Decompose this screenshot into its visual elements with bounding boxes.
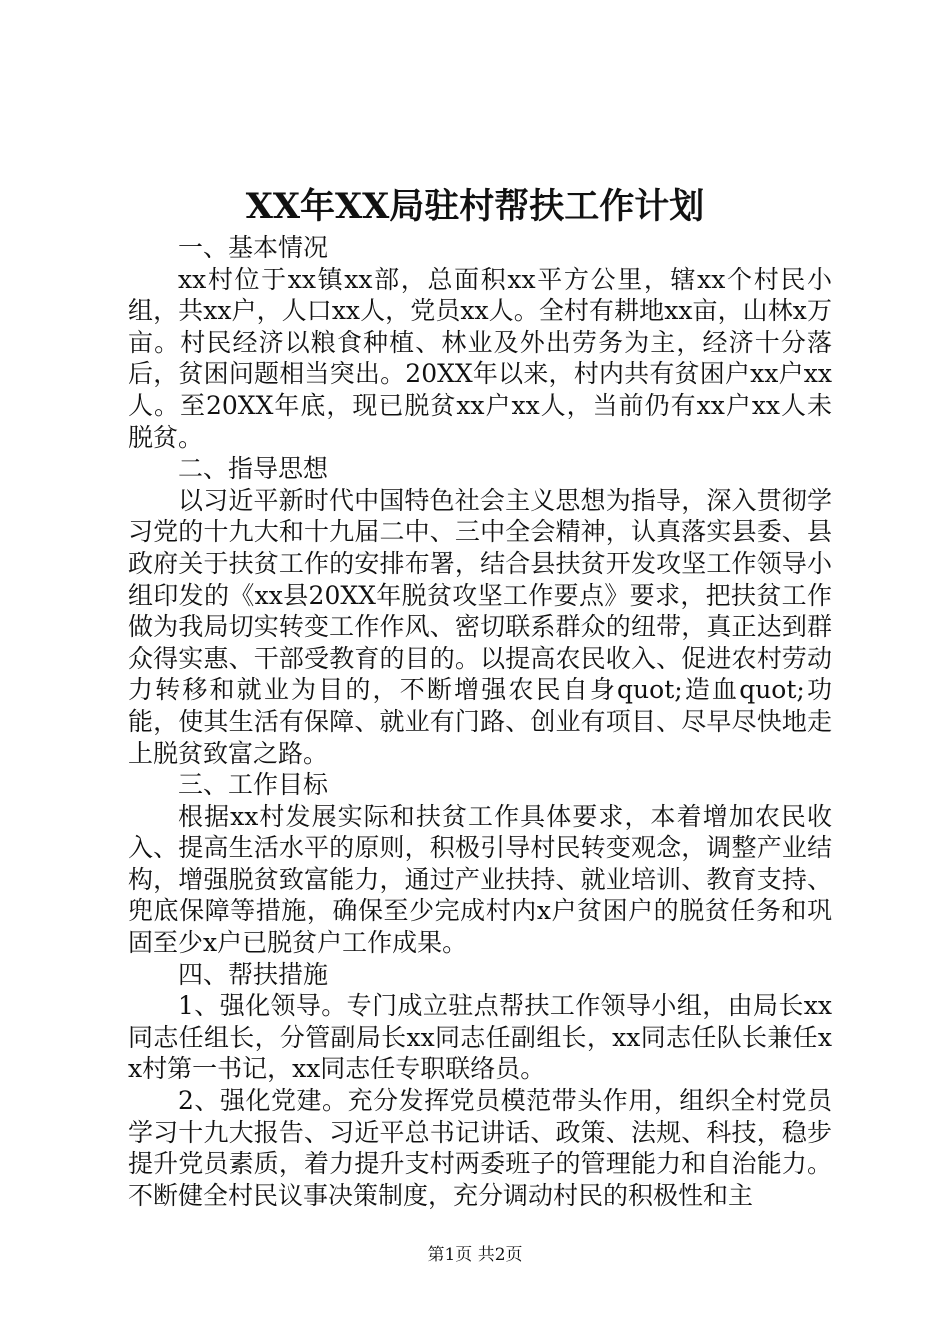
- paragraph-basic-situation: xx村位于xx镇xx部，总面积xx平方公里，辖xx个村民小组，共xx户，人口xx人，党员xx人。全村有耕地xx亩，山林x万亩。村民经济以粮食种植、林业及外出劳务为主，经济十分落后，贫困问题相当突出。20XX年以来，村内共有贫困户xx户xx人。至20XX年底，现已脱贫xx户xx人，当前仍有xx户xx人未脱贫。: [128, 264, 832, 452]
- section-heading-basic-situation: 一、基本情况: [178, 233, 329, 262]
- document-body: [128, 232, 832, 1211]
- paragraph-guiding-ideology: 以习近平新时代中国特色社会主义思想为指导，深入贯彻学习党的十九大和十九届二中、三中全会精神，认真落实县委、县政府关于扶贫工作的安排布署，结合县扶贫开发攻坚工作领导小组印发的《xx县20XX年脱贫攻坚工作要点》要求，把扶贫工作做为我局切实转变工作作风、密切联系群众的纽带，真正达到群众得实惠、干部受教育的目的。以提高农民收入、促进农村劳动力转移和就业为目的，不断增强农民自身quot;造血quot;功能，使其生活有保障、就业有门路、创业有项目、尽早尽快地走上脱贫致富之路。: [128, 485, 832, 768]
- paragraph-strengthen-party-building: 2、强化党建。充分发挥党员模范带头作用，组织全村党员学习十九大报告、习近平总书记讲话、政策、法规、科技，稳步提升党员素质，着力提升支村两委班子的管理能力和自治能力。不断健全村民议事决策制度，充分调动村民的积极性和主: [128, 1086, 832, 1210]
- paragraph-work-goals: 根据xx村发展实际和扶贫工作具体要求，本着增加农民收入、提高生活水平的原则，积极引导村民转变观念，调整产业结构，增强脱贫致富能力，通过产业扶持、就业培训、教育支持、兜底保障等措施，确保至少完成村内x户贫困户的脱贫任务和巩固至少x户已脱贫户工作成果。: [128, 801, 832, 958]
- section-heading-work-goals: 三、工作目标: [178, 770, 329, 800]
- section-heading-assistance-measures: 四、帮扶措施: [178, 959, 329, 989]
- page-footer: 第1页 共2页: [427, 1245, 523, 1265]
- paragraph-strengthen-leadership: 1、强化领导。专门成立驻点帮扶工作领导小组，由局长xx同志任组长，分管副局长xx同志任副组长，xx同志任队长兼任xx村第一书记，xx同志任专职联络员。: [128, 991, 832, 1084]
- section-heading-guiding-ideology: 二、指导思想: [178, 454, 329, 484]
- page-title: XX年XX局驻村帮扶工作计划: [245, 186, 705, 227]
